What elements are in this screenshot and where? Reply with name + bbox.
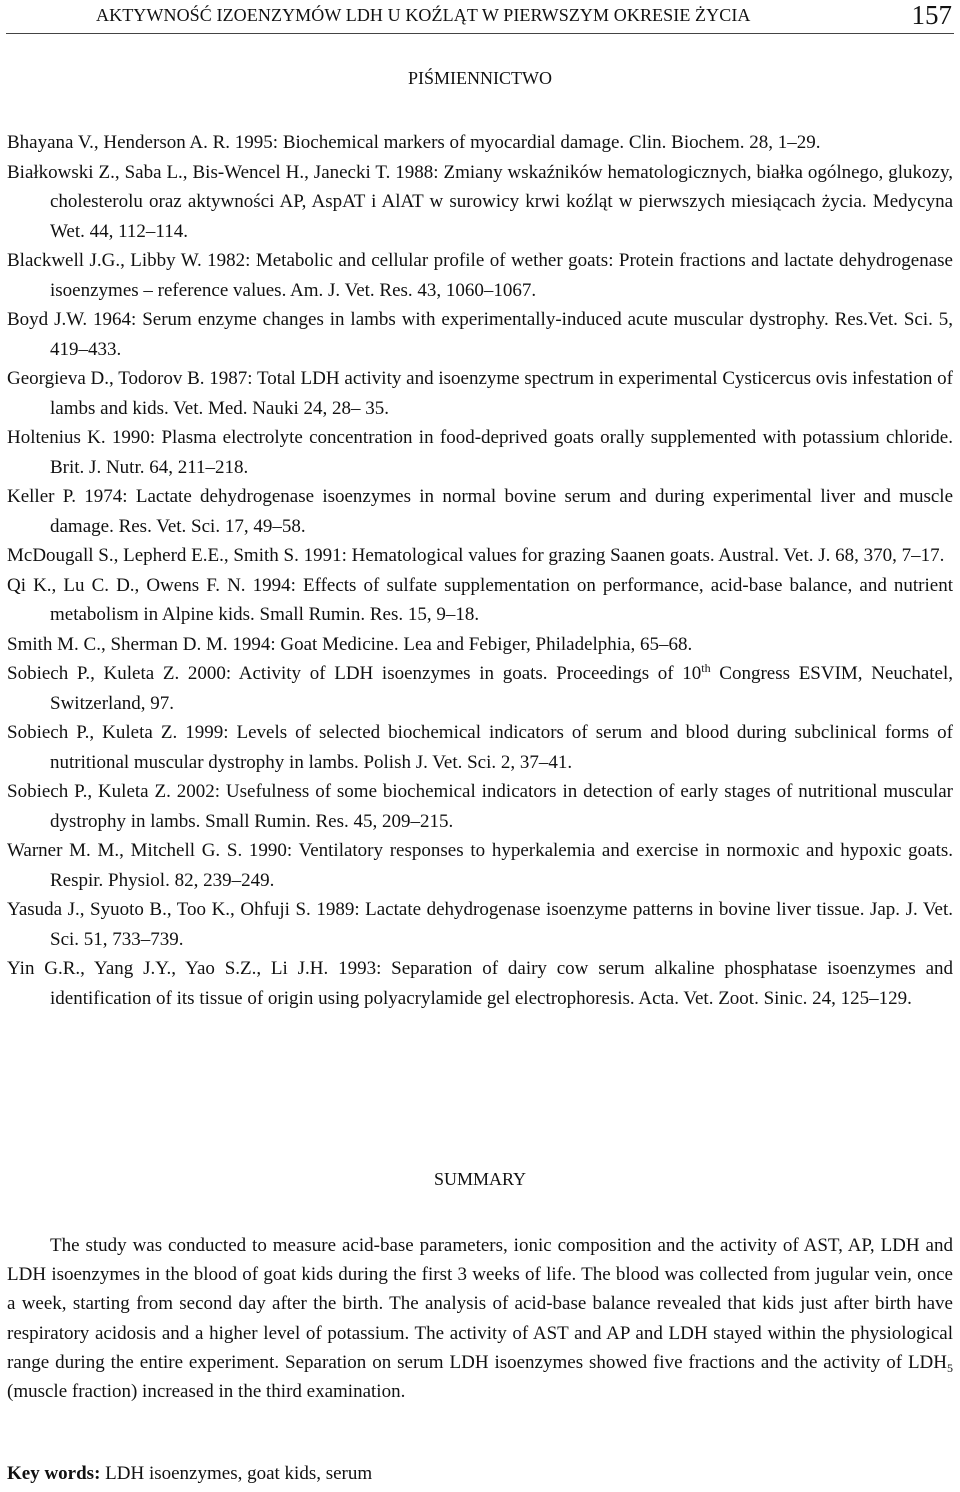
summary-text: (muscle fraction) increased in the third examination. [7, 1381, 406, 1403]
summary-paragraph [7, 1231, 953, 1406]
superscript: th [701, 661, 711, 675]
reference-item: Yasuda J., Syuoto B., Too K., Ohfuji S. 1989: Lactate dehydrogenase isoenzyme patterns in bovine liver tissue. Jap. J. Vet. Sci. 51, 733–739. [7, 899, 953, 950]
subscript: 5 [947, 1360, 953, 1375]
keywords [7, 1463, 372, 1485]
reference-item: Warner M. M., Mitchell G. S. 1990: Ventilatory responses to hyperkalemia and exercise in normoxic and hypoxic goats. Respir. Physiol. 82, 239–249. [7, 840, 953, 891]
reference-item: Boyd J.W. 1964: Serum enzyme changes in lambs with experimentally-induced acute muscular dystrophy. Res.Vet. Sci. 5, 419–433. [7, 309, 953, 360]
reference-item: Białkowski Z., Saba L., Bis-Wencel H., Janecki T. 1988: Zmiany wskaźników hematologicznych, białka ogólnego, glukozy, cholesterolu oraz aktywności AP, AspAT i AlAT w surowicy krwi koźląt w pierwszych miesiącach życia. Medycyna Wet. 44, 112–114. [7, 161, 953, 242]
running-title: AKTYWNOŚĆ IZOENZYMÓW LDH U KOŹLĄT W PIERWSZYM OKRESIE ŻYCIA [96, 5, 751, 25]
running-header [0, 2, 960, 28]
page-number: 157 [911, 0, 952, 30]
summary-text: The study was conducted to measure acid-base parameters, ionic composition and the activity of AST, AP, LDH and LDH isoenzymes in the blood of goat kids during the first 3 weeks of life. The blood was collected from jugular vein, once a week, starting from second day after the birth. The analysis of acid-base balance revealed that kids just after birth have respiratory acidosis and a higher level of potassium. The activity of AST and AP and LDH stayed within the physiological range during the entire experiment. Separation on serum LDH isoenzymes showed five fractions and the activity of LDH [7, 1235, 953, 1373]
summary-heading: SUMMARY [433, 1169, 527, 1189]
reference-item: Holtenius K. 1990: Plasma electrolyte concentration in food-deprived goats orally supplemented with potassium chloride. Brit. J. Nutr. 64, 211–218. [7, 427, 953, 478]
header-rule [6, 33, 954, 34]
reference-item: Bhayana V., Henderson A. R. 1995: Biochemical markers of myocardial damage. Clin. Biochem. 28, 1–29. [7, 132, 821, 153]
reference-list [7, 128, 953, 1013]
reference-item: Blackwell J.G., Libby W. 1982: Metabolic and cellular profile of wether goats: Protein fractions and lactate dehydrogenase isoenzymes – reference values. Am. J. Vet. Res. 43, 1060–1067. [7, 250, 953, 301]
references-heading: PIŚMIENNICTWO [408, 68, 552, 88]
reference-item: Yin G.R., Yang J.Y., Yao S.Z., Li J.H. 1993: Separation of dairy cow serum alkaline phosphatase isoenzymes and identification of its tissue of origin using polyacrylamide gel electrophoresis. Acta. Vet. Zoot. Sinic. 24, 125–129. [7, 958, 953, 1009]
reference-item: Sobiech P., Kuleta Z. 2002: Usefulness of some biochemical indicators in detection of early stages of nutritional muscular dystrophy in lambs. Small Rumin. Res. 45, 209–215. [7, 781, 953, 832]
keywords-label: Key words: [7, 1463, 101, 1484]
reference-item: Georgieva D., Todorov B. 1987: Total LDH activity and isoenzyme spectrum in experimental Cysticercus ovis infestation of lambs and kids. Vet. Med. Nauki 24, 28– 35. [7, 368, 953, 419]
reference-item: Keller P. 1974: Lactate dehydrogenase isoenzymes in normal bovine serum and during experimental liver and muscle damage. Res. Vet. Sci. 17, 49–58. [7, 486, 953, 537]
reference-item [7, 659, 953, 718]
reference-item: Sobiech P., Kuleta Z. 1999: Levels of selected biochemical indicators of serum and blood during subclinical forms of nutritional muscular dystrophy in lambs. Polish J. Vet. Sci. 2, 37–41. [7, 722, 953, 773]
reference-text: Sobiech P., Kuleta Z. 2000: Activity of LDH isoenzymes in goats. Proceedings of 10 [7, 663, 702, 684]
reference-item: Qi K., Lu C. D., Owens F. N. 1994: Effects of sulfate supplementation on performance, acid-base balance, and nutrient metabolism in Alpine kids. Small Rumin. Res. 15, 9–18. [7, 574, 953, 625]
reference-text: Congress ESVIM, Neuchatel, Switzerland, 97. [50, 663, 953, 714]
reference-item: Smith M. C., Sherman D. M. 1994: Goat Medicine. Lea and Febiger, Philadelphia, 65–68. [7, 633, 693, 655]
keywords-value: LDH isoenzymes, goat kids, serum [100, 1463, 373, 1484]
reference-item: McDougall S., Lepherd E.E., Smith S. 1991: Hematological values for grazing Saanen goats. Austral. Vet. J. 68, 370, 7–17. [7, 545, 945, 566]
